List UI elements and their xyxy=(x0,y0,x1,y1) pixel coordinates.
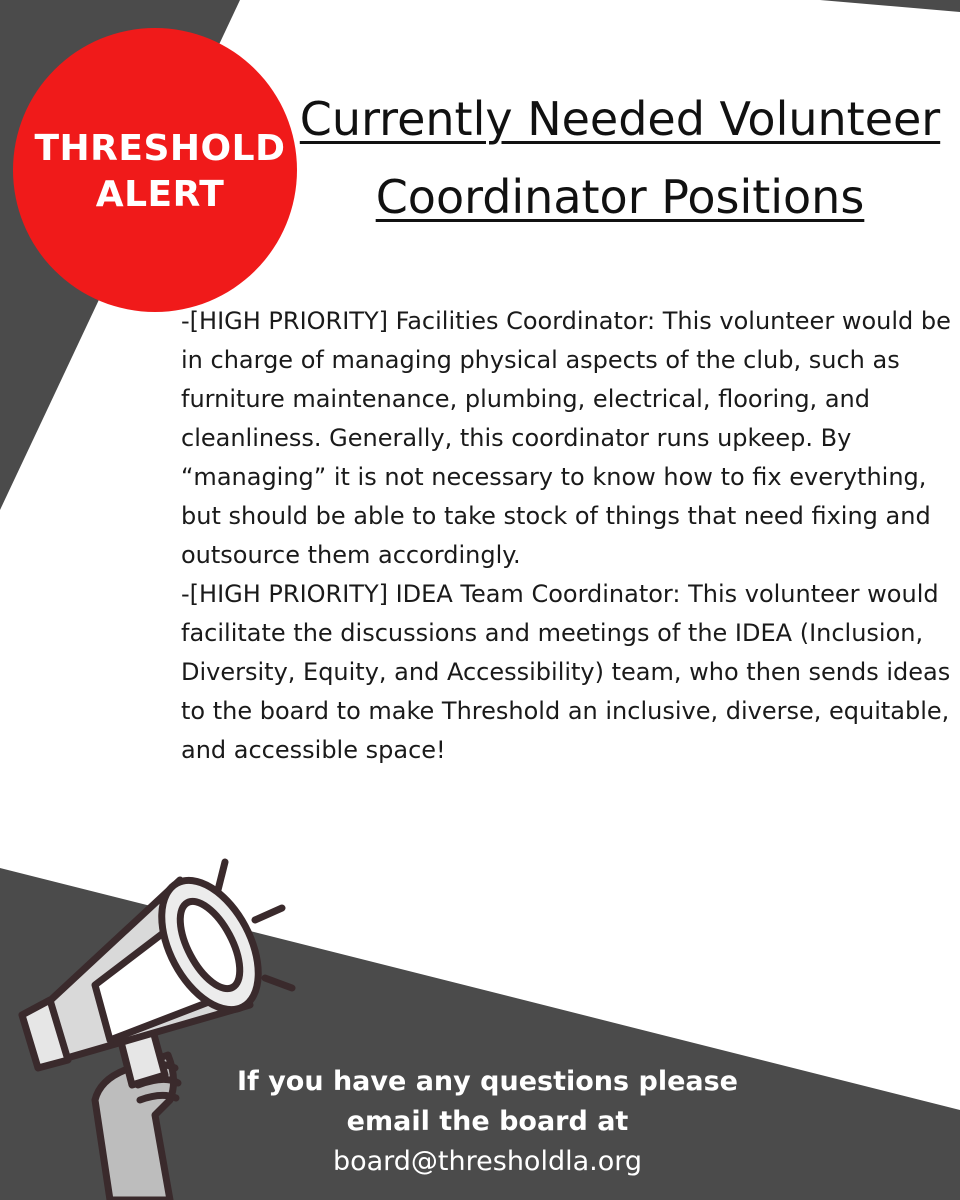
page-title xyxy=(280,80,960,236)
position-facilities-coordinator: -[HIGH PRIORITY] Facilities Coordinator: This volunteer would be in charge of managing physical aspects of the club, such as furniture maintenance, plumbing, electrical, flooring, and cleanliness. Generally, this coordinator runs upkeep. By “managing” it is not necessary to know how to fix everything, but should be able to take stock of things that need fixing and outsource them accordingly. xyxy=(181,307,951,569)
position-idea-team-coordinator: -[HIGH PRIORITY] IDEA Team Coordinator: This volunteer would facilitate the discussions and meetings of the IDEA (Inclusion, Diversity, Equity, and Accessibility) team, who then sends ideas to the board to make Threshold an inclusive, diverse, equitable, and accessible space! xyxy=(181,580,951,764)
badge-line-1: THRESHOLD xyxy=(34,128,286,169)
title-line-2: Coordinator Positions xyxy=(375,170,865,224)
footer-question-line-2: email the board at xyxy=(346,1106,629,1137)
alert-badge xyxy=(30,126,290,218)
contact-footer xyxy=(190,1062,785,1182)
title-line-1: Currently Needed Volunteer xyxy=(299,92,941,146)
badge-line-2: ALERT xyxy=(95,174,225,215)
board-email-link[interactable]: board@thresholdla.org xyxy=(332,1146,643,1177)
positions-list xyxy=(181,302,951,770)
footer-question-line-1: If you have any questions please xyxy=(237,1066,738,1097)
